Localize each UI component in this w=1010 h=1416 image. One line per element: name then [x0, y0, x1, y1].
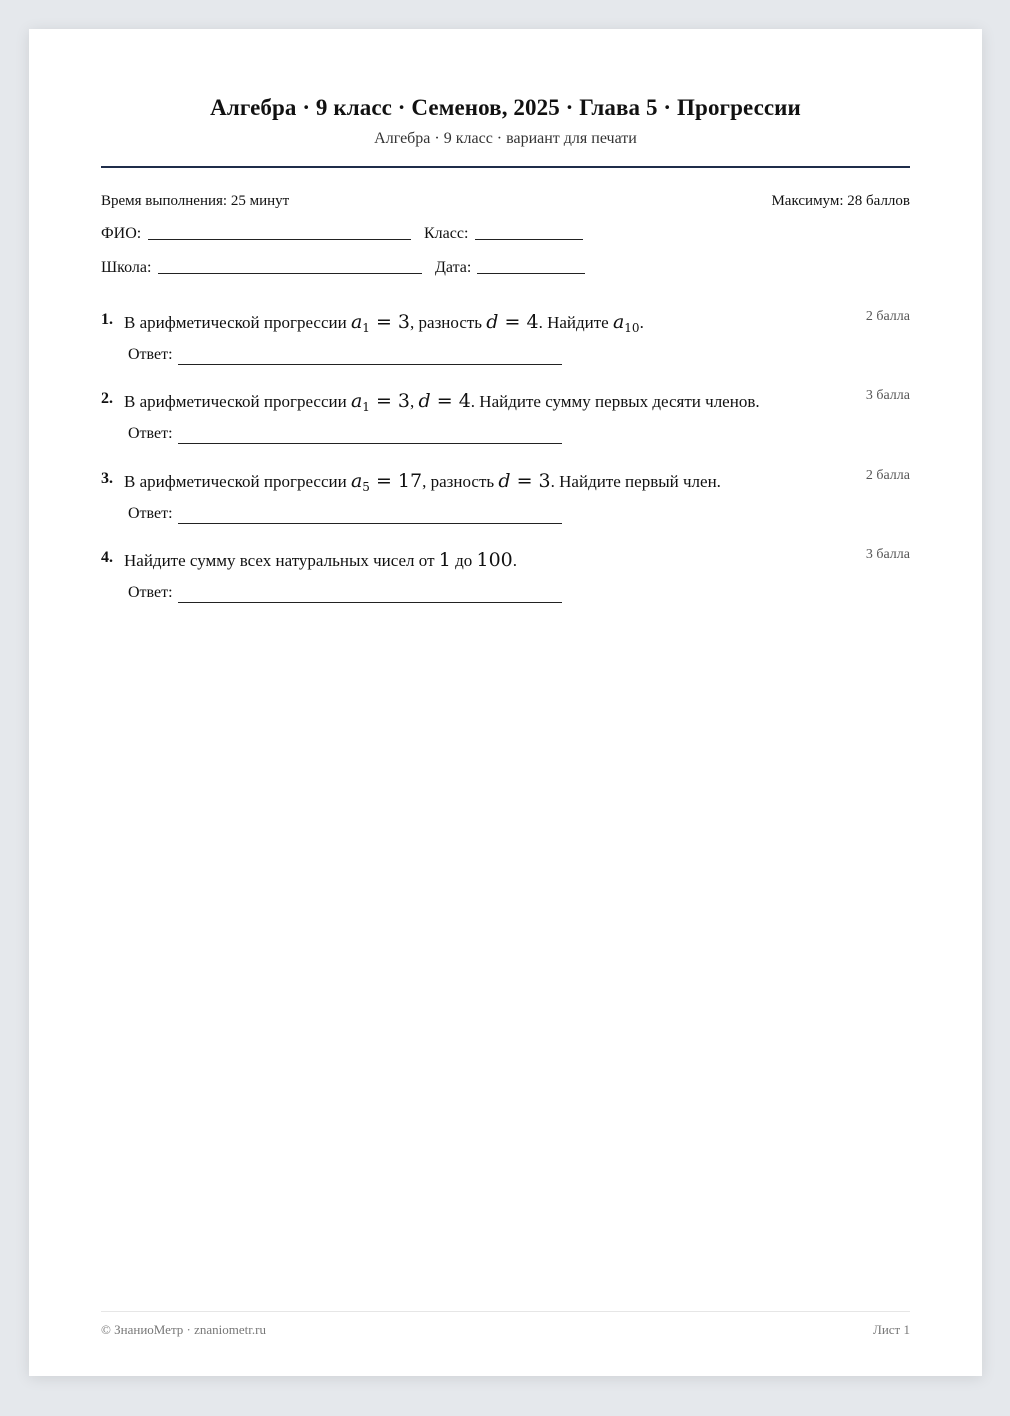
- math-var: d: [418, 390, 431, 412]
- math-var: d: [498, 470, 511, 492]
- math-eq: = 3: [510, 470, 551, 492]
- math-eq: = 3: [369, 311, 411, 333]
- math-var: d: [486, 311, 499, 333]
- answer-label: Ответ:: [128, 346, 173, 363]
- task-text: [124, 470, 721, 494]
- task-points: 2 балла: [865, 309, 910, 324]
- school-label: Школа:: [101, 259, 152, 276]
- text-part: . Найдите сумму первых десяти членов.: [470, 392, 760, 411]
- page-subtitle: Алгебра · 9 класс · вариант для печати: [374, 130, 637, 147]
- math-var: a: [350, 390, 363, 412]
- class-field[interactable]: [475, 238, 583, 240]
- task-points: 3 балла: [865, 388, 910, 403]
- math-eq: = 4: [498, 311, 539, 333]
- page-title: Алгебра · 9 класс · Семенов, 2025 · Глава 5 · Прогрессии: [210, 95, 801, 120]
- task-number: 1.: [101, 311, 113, 328]
- class-label: Класс:: [424, 225, 469, 242]
- answer-field[interactable]: [178, 601, 562, 603]
- header-divider: [101, 166, 910, 168]
- fio-label: ФИО:: [101, 225, 142, 242]
- answer-label: Ответ:: [128, 425, 173, 442]
- task-points: 2 балла: [865, 468, 910, 483]
- task-points: 3 балла: [865, 547, 910, 562]
- text-part: Найдите сумму всех натуральных чисел от: [124, 551, 439, 570]
- fio-field[interactable]: [148, 238, 411, 240]
- math-eq: = 17: [369, 470, 423, 492]
- date-label: Дата:: [435, 259, 472, 276]
- text-part: В арифметической прогрессии: [124, 392, 351, 411]
- text-part: В арифметической прогрессии: [124, 472, 351, 491]
- text-part: ,: [410, 392, 419, 411]
- text-part: , разность: [422, 472, 499, 491]
- math-subscript: 1: [362, 321, 370, 335]
- text-part: В арифметической прогрессии: [124, 313, 351, 332]
- text-part: , разность: [410, 313, 487, 332]
- worksheet-page: [29, 29, 982, 1376]
- school-field[interactable]: [158, 272, 422, 274]
- task-number: 3.: [101, 470, 113, 487]
- answer-field[interactable]: [178, 363, 562, 365]
- math-eq: = 4: [430, 390, 471, 412]
- task-text: [124, 311, 644, 335]
- text-part: . Найдите первый член.: [550, 472, 721, 491]
- answer-field[interactable]: [178, 442, 562, 444]
- task-number: 2.: [101, 390, 113, 407]
- footer-copyright: © ЗнаниоМетр · znaniometr.ru: [101, 1322, 266, 1337]
- time-limit: Время выполнения: 25 минут: [101, 193, 290, 209]
- text-part: . Найдите: [538, 313, 613, 332]
- math-number: 1: [438, 549, 451, 571]
- answer-field[interactable]: [178, 522, 562, 524]
- text-part: до: [450, 551, 477, 570]
- math-eq: = 3: [369, 390, 411, 412]
- math-var: a: [350, 311, 363, 333]
- footer-divider: [101, 1311, 910, 1312]
- footer-page-number: Лист 1: [873, 1322, 910, 1337]
- math-number: 100: [476, 549, 513, 571]
- date-field[interactable]: [477, 272, 585, 274]
- task-number: 4.: [101, 549, 113, 566]
- text-part: .: [512, 551, 518, 570]
- max-score: Максимум: 28 баллов: [771, 193, 910, 209]
- math-subscript: 1: [362, 400, 370, 414]
- task-text: [124, 390, 760, 414]
- math-var: a: [612, 311, 625, 333]
- task-text: [124, 549, 517, 571]
- math-subscript: 10: [624, 321, 640, 335]
- answer-label: Ответ:: [128, 505, 173, 522]
- text-part: .: [639, 313, 644, 332]
- math-var: a: [350, 470, 363, 492]
- math-subscript: 5: [362, 480, 370, 494]
- answer-label: Ответ:: [128, 584, 173, 601]
